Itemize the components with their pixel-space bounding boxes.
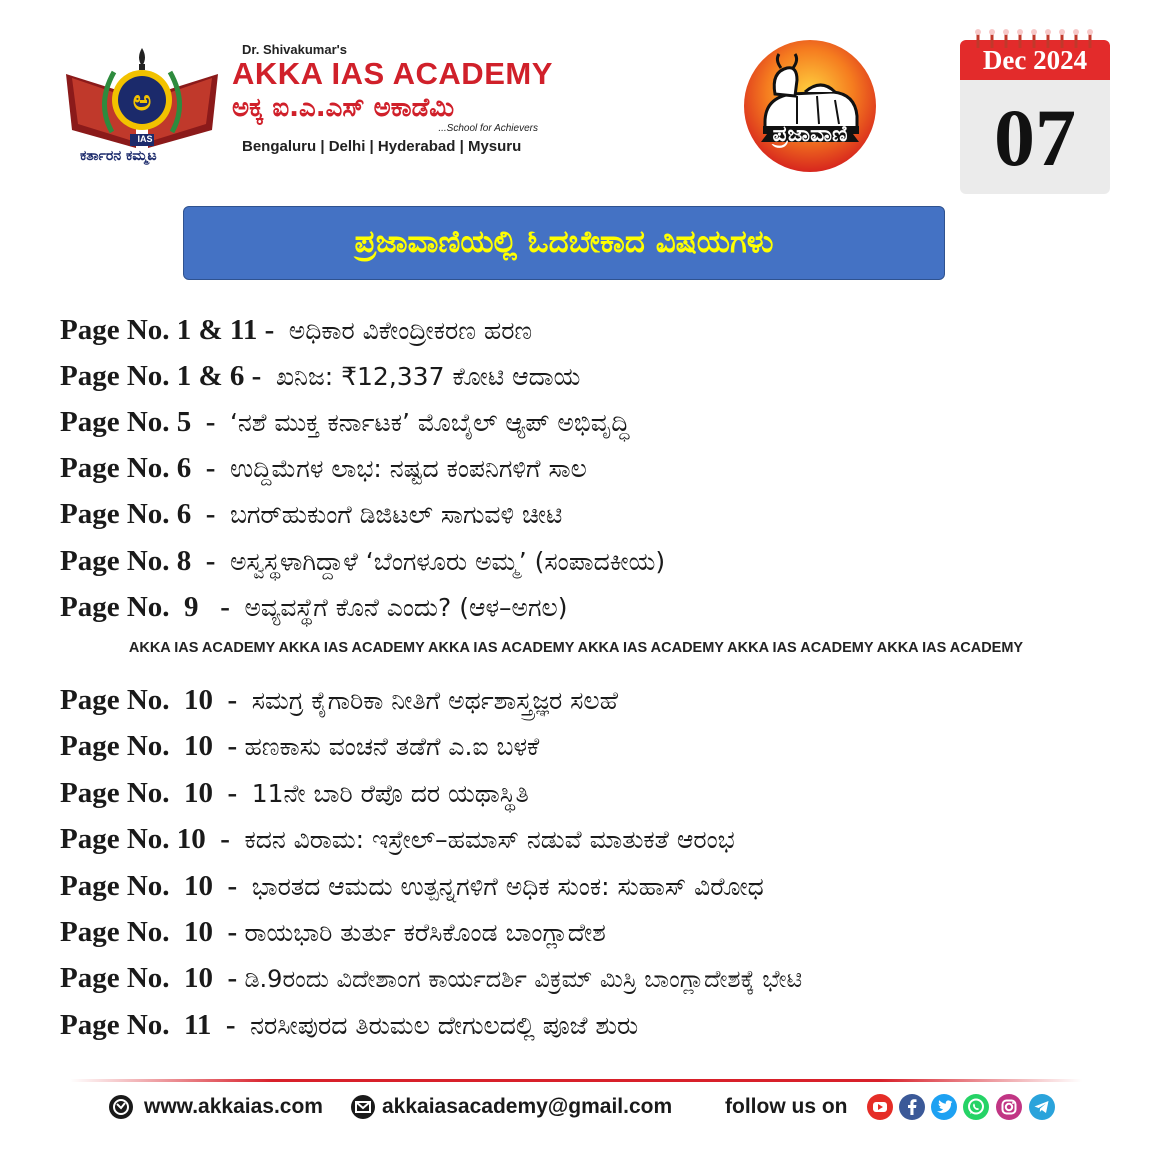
headline: ಖನಿಜ: ₹12,337 ಕೋಟಿ ಆದಾಯ — [275, 362, 581, 391]
page-ref: Page No. 9 - — [60, 591, 245, 623]
headline: ರಾಯಭಾರಿ ತುರ್ತು ಕರೆಸಿಕೊಂಡ ಬಾಂಗ್ಲಾದೇಶ — [244, 918, 606, 947]
youtube-icon[interactable] — [866, 1093, 894, 1121]
list-item — [60, 724, 539, 768]
brand-block — [232, 42, 562, 155]
twitter-icon[interactable] — [930, 1093, 958, 1121]
list-item — [60, 1003, 638, 1047]
banner-title: ಪ್ರಜಾವಾಣಿಯಲ್ಲಿ ಓದಬೇಕಾದ ವಿಷಯಗಳು — [354, 224, 774, 260]
headline: ‘ನಶೆ ಮುಕ್ತ ಕರ್ನಾಟಕ’ ಮೊಬೈಲ್ ಆ್ಯಪ್ ಅಭಿವೃದ್ಧಿ — [229, 408, 630, 437]
headline: ಡಿ.9ರಂದು ವಿದೇಶಾಂಗ ಕಾರ್ಯದರ್ಶಿ ವಿಕ್ರಮ್ ಮಿಸ್ರಿ ಬಾಂಗ್ಲಾದೇಶಕ್ಕೆ ಭೇಟಿ — [244, 965, 803, 993]
headline: ಅಧಿಕಾರ ವಿಕೇಂದ್ರೀಕರಣ ಹರಣ — [288, 316, 533, 345]
svg-text:ಅ: ಅ — [132, 84, 152, 117]
page-ref: Page No. 6 - — [60, 452, 230, 484]
brand-cities: Bengaluru | Delhi | Hyderabad | Mysuru — [242, 138, 522, 155]
brand-name: AKKA IAS ACADEMY — [232, 56, 553, 91]
brand-name-kannada: ಅಕ್ಕ ಐ.ಎ.ಎಸ್ ಅಕಾಡೆಮಿ — [232, 93, 455, 123]
date-calendar — [960, 28, 1110, 194]
list-item — [60, 864, 764, 908]
headline: ಸಮಗ್ರ ಕೈಗಾರಿಕಾ ನೀತಿಗೆ ಅರ್ಥಶಾಸ್ತ್ರಜ್ಞರ ಸಲಹೆ — [251, 686, 618, 715]
page-ref: Page No. 10 - — [60, 777, 252, 809]
list-item — [60, 771, 529, 815]
list-item — [60, 956, 802, 1000]
academy-watermark: AKKA IAS ACADEMY AKKA IAS ACADEMY AKKA IAS ACADEMY AKKA IAS ACADEMY AKKA IAS ACADEMY AKKA IAS ACADEMY — [128, 640, 1024, 656]
page-ref: Page No. 10 - — [60, 823, 245, 855]
website-link[interactable]: www.akkaias.com — [144, 1095, 323, 1118]
page-ref: Page No. 10 - — [60, 870, 252, 902]
page-ref: Page No. 1 & 6 - — [60, 360, 276, 392]
list-item — [60, 817, 735, 861]
list-item — [60, 400, 629, 444]
list-item — [60, 910, 606, 954]
prajavani-logo — [735, 38, 885, 178]
list-item — [60, 446, 587, 490]
list-item — [60, 354, 580, 398]
list-item — [60, 539, 665, 583]
instagram-icon[interactable] — [995, 1093, 1023, 1121]
headline: ನರಸೀಪುರದ ತಿರುಮಲ ದೇಗುಲದಲ್ಲಿ ಪೂಜೆ ಶುರು — [250, 1011, 639, 1040]
page-ref: Page No. 1 & 11 - — [60, 314, 289, 346]
list-item — [60, 308, 532, 352]
email-link[interactable]: akkaiasacademy@gmail.com — [382, 1095, 673, 1118]
page-ref: Page No. 5 - — [60, 406, 230, 438]
footer-divider — [70, 1079, 1082, 1082]
headline: ಅಸ್ವಸ್ಥಳಾಗಿದ್ದಾಳೆ ‘ಬೆಂಗಳೂರು ಅಮ್ಮ’ (ಸಂಪಾದಕೀಯ) — [229, 547, 666, 576]
facebook-icon[interactable] — [898, 1093, 926, 1121]
page-ref: Page No. 11 - — [60, 1009, 251, 1041]
headline: ಭಾರತದ ಆಮದು ಉತ್ಪನ್ನಗಳಿಗೆ ಅಧಿಕ ಸುಂಕ: ಸುಹಾಸ್ ವಿರೋಧ — [251, 872, 764, 901]
whatsapp-icon[interactable] — [962, 1093, 990, 1121]
page-ref: Page No. 10 - — [60, 916, 245, 948]
page-ref: Page No. 10 - — [60, 962, 245, 994]
list-item — [60, 678, 618, 722]
brand-founder: Dr. Shivakumar's — [242, 42, 347, 57]
page-ref: Page No. 10 - — [60, 730, 245, 762]
globe-icon — [108, 1094, 134, 1120]
list-item — [60, 585, 568, 629]
list-item — [60, 492, 562, 536]
headline: ಉದ್ದಿಮೆಗಳ ಲಾಭ: ನಷ್ಟದ ಕಂಪನಿಗಳಿಗೆ ಸಾಲ — [229, 454, 587, 483]
calendar-month-year: Dec 2024 — [982, 45, 1088, 75]
telegram-icon[interactable] — [1028, 1093, 1056, 1121]
brand-tagline: ...School for Achievers — [438, 123, 538, 134]
page-ref: Page No. 10 - — [60, 684, 252, 716]
headline: ಹಣಕಾಸು ವಂಚನೆ ತಡೆಗೆ ಎ.ಐ ಬಳಕೆ — [244, 732, 540, 761]
headline: ಅವ್ಯವಸ್ಥೆಗೆ ಕೊನೆ ಎಂದು? (ಆಳ–ಅಗಲ) — [244, 593, 568, 622]
calendar-day: 07 — [994, 92, 1076, 183]
headline: ಬಗರ್‌ಹುಕುಂಗೆ ಡಿಜಿಟಲ್ ಸಾಗುವಳಿ ಚೀಟಿ — [229, 500, 563, 529]
page-ref: Page No. 8 - — [60, 545, 230, 577]
headline: 11ನೇ ಬಾರಿ ರೆಪೊ ದರ ಯಥಾಸ್ಥಿತಿ — [251, 779, 529, 808]
prajavani-wordmark: ಪ್ರಜಾವಾಣಿ — [772, 122, 848, 147]
headline: ಕದನ ವಿರಾಮ: ಇಸ್ರೇಲ್–ಹಮಾಸ್ ನಡುವೆ ಮಾತುಕತೆ ಆರಂಭ — [244, 825, 735, 854]
follow-label: follow us on — [725, 1095, 848, 1118]
logo-tagline: ಕರ್ತಾರನ ಕಮ್ಮಟ — [80, 148, 157, 164]
email-icon — [350, 1094, 376, 1120]
logo-badge: IAS — [137, 134, 153, 144]
page-ref: Page No. 6 - — [60, 498, 230, 530]
title-banner — [183, 206, 945, 280]
